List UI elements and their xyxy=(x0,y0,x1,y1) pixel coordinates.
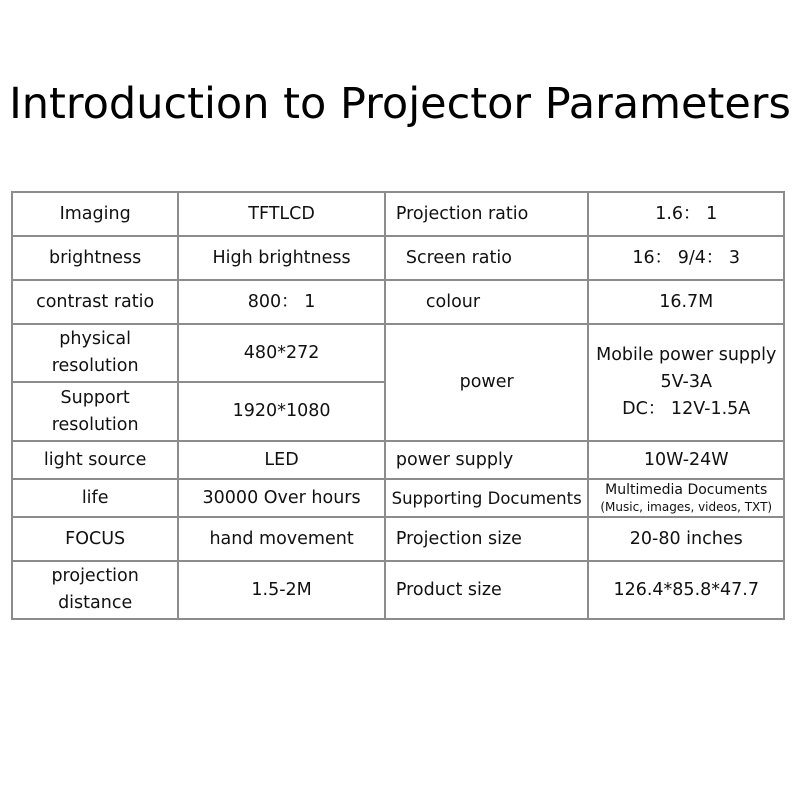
product-size-label: Product size xyxy=(385,561,589,619)
power-value-line2: 5V-3A xyxy=(660,372,712,392)
physical-resolution-label-line2: resolution xyxy=(51,356,139,376)
projection-distance-label-line2: distance xyxy=(58,593,133,613)
colour-value: 16.7M xyxy=(588,280,784,324)
power-value-line1: Mobile power supply xyxy=(596,345,777,365)
support-resolution-label-line2: resolution xyxy=(51,414,139,435)
contrast-ratio-value: 800： 1 xyxy=(178,280,385,324)
table-row xyxy=(12,236,784,280)
physical-resolution-label xyxy=(12,324,178,382)
projection-distance-label-line1: projection xyxy=(51,566,139,586)
supporting-documents-label: Supporting Documents xyxy=(385,479,589,517)
power-value xyxy=(588,324,784,441)
brightness-value: High brightness xyxy=(178,236,385,280)
table-row xyxy=(12,324,784,382)
screen-ratio-value: 16： 9/4： 3 xyxy=(588,236,784,280)
brightness-label: brightness xyxy=(12,236,178,280)
colour-label: colour xyxy=(385,280,589,324)
projection-ratio-label: Projection ratio xyxy=(385,192,589,236)
page-title: Introduction to Projector Parameters xyxy=(9,79,791,129)
projection-distance-value: 1.5-2M xyxy=(178,561,385,619)
life-label: life xyxy=(12,479,178,517)
support-resolution-label-line1: Support xyxy=(60,387,130,408)
table-row xyxy=(12,561,784,619)
parameters-table xyxy=(11,191,785,620)
light-source-value: LED xyxy=(178,441,385,479)
power-supply-label: power supply xyxy=(385,441,589,479)
product-size-value: 126.4*85.8*47.7 xyxy=(588,561,784,619)
projection-ratio-value: 1.6： 1 xyxy=(588,192,784,236)
projection-distance-label xyxy=(12,561,178,619)
light-source-label: light source xyxy=(12,441,178,479)
table-row xyxy=(12,192,784,236)
focus-value: hand movement xyxy=(178,517,385,561)
support-resolution-value: 1920*1080 xyxy=(178,382,385,441)
supporting-documents-value-line1: Multimedia Documents xyxy=(605,481,768,498)
supporting-documents-value xyxy=(588,479,784,517)
table-row xyxy=(12,280,784,324)
life-value: 30000 Over hours xyxy=(178,479,385,517)
focus-label: FOCUS xyxy=(12,517,178,561)
physical-resolution-value: 480*272 xyxy=(178,324,385,382)
table-row xyxy=(12,517,784,561)
projection-size-label: Projection size xyxy=(385,517,589,561)
imaging-label: Imaging xyxy=(12,192,178,236)
support-resolution-label xyxy=(12,382,178,441)
table-row xyxy=(12,441,784,479)
table-row xyxy=(12,479,784,517)
imaging-value: TFTLCD xyxy=(178,192,385,236)
power-value-line3: DC： 12V-1.5A xyxy=(622,399,751,419)
physical-resolution-label-line1: physical xyxy=(59,329,132,349)
power-supply-value: 10W-24W xyxy=(588,441,784,479)
projection-size-value: 20-80 inches xyxy=(588,517,784,561)
contrast-ratio-label: contrast ratio xyxy=(12,280,178,324)
supporting-documents-value-line2: (Music, images, videos, TXT) xyxy=(600,499,773,514)
power-label: power xyxy=(385,324,589,441)
screen-ratio-label: Screen ratio xyxy=(385,236,589,280)
